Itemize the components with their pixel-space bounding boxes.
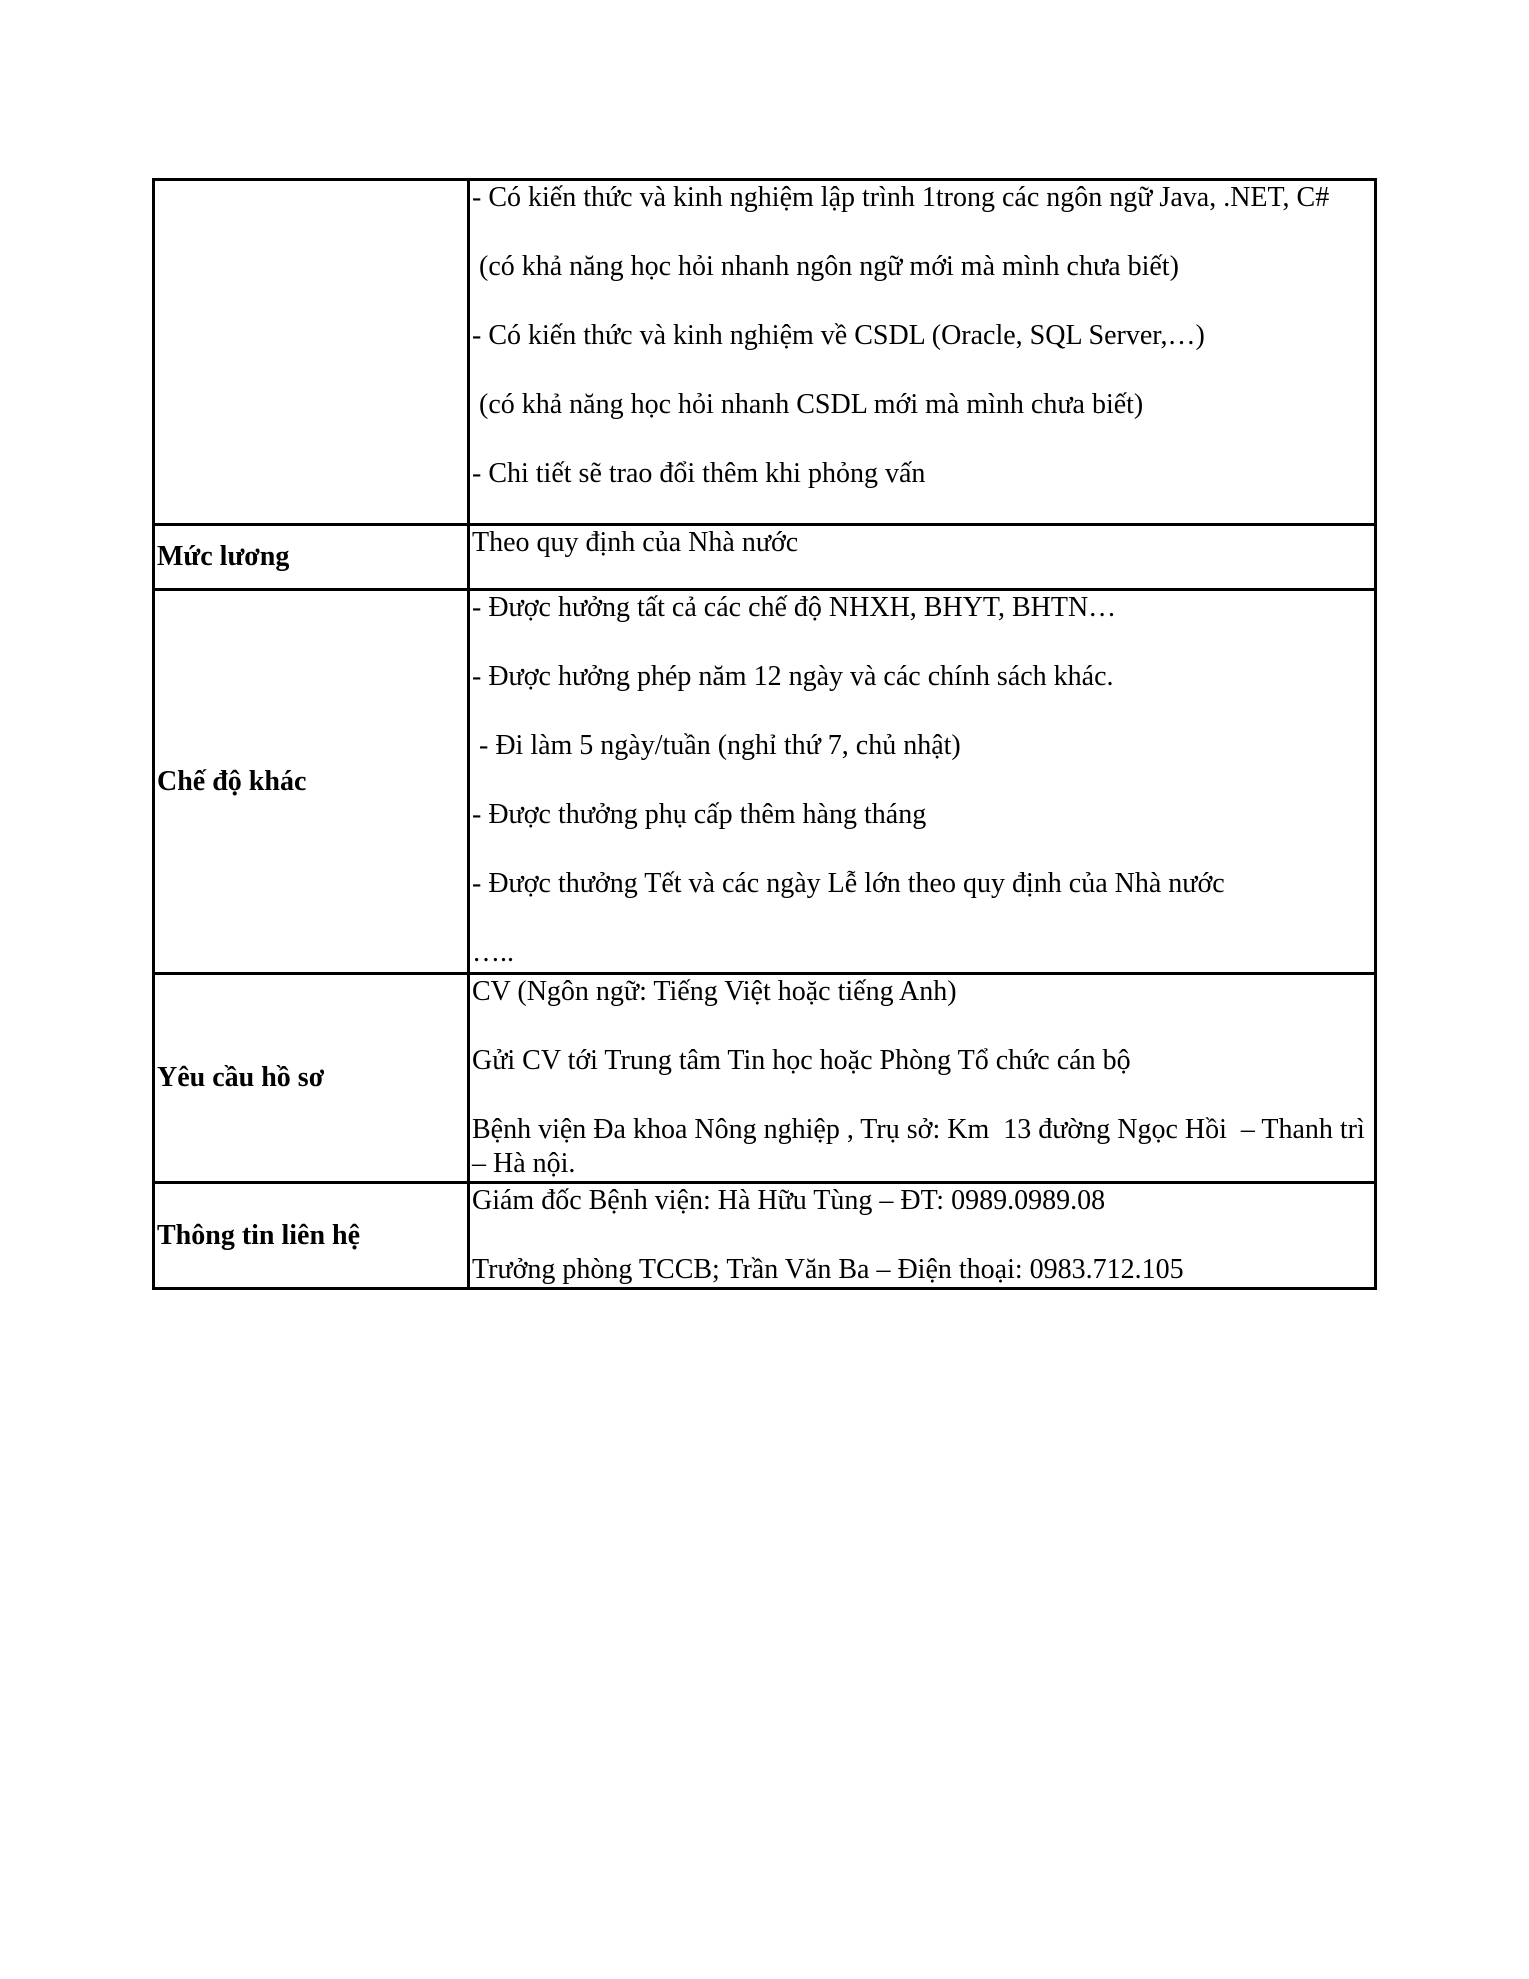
requirement-line: (có khả năng học hỏi nhanh CSDL mới mà mình chưa biết) <box>472 389 1144 420</box>
requirement-line: (có khả năng học hỏi nhanh ngôn ngữ mới mà mình chưa biết) <box>472 251 1179 282</box>
row-value <box>469 1183 1376 1289</box>
row-label: Thông tin liên hệ <box>154 1183 469 1289</box>
row-value <box>469 525 1376 590</box>
application-line: CV (Ngôn ngữ: Tiếng Việt hoặc tiếng Anh) <box>472 976 957 1007</box>
row-label: Mức lương <box>154 525 469 590</box>
table-row-requirements <box>154 180 1376 525</box>
row-value <box>469 590 1376 974</box>
benefit-line: - Đi làm 5 ngày/tuần (nghỉ thứ 7, chủ nhật) <box>472 730 961 761</box>
row-label <box>154 180 469 525</box>
contact-line: Giám đốc Bệnh viện: Hà Hữu Tùng – ĐT: 0989.0989.08 <box>472 1185 1106 1216</box>
benefit-line: - Được hưởng phép năm 12 ngày và các chính sách khác. <box>472 661 1114 692</box>
row-value <box>469 180 1376 525</box>
benefit-line: - Được hưởng tất cả các chế độ NHXH, BHYT, BHTN… <box>472 592 1117 623</box>
requirement-line: - Có kiến thức và kinh nghiệm lập trình 1trong các ngôn ngữ Java, .NET, C# <box>472 182 1330 213</box>
contact-line: Trưởng phòng TCCB; Trần Văn Ba – Điện thoại: 0983.712.105 <box>472 1254 1184 1285</box>
salary-line: Theo quy định của Nhà nước <box>472 527 799 558</box>
table-row-salary <box>154 525 1376 590</box>
table-row-contact <box>154 1183 1376 1289</box>
benefit-line: ….. <box>472 937 514 968</box>
row-value <box>469 974 1376 1183</box>
table-row-benefits <box>154 590 1376 974</box>
application-line: Gửi CV tới Trung tâm Tin học hoặc Phòng Tổ chức cán bộ <box>472 1045 1131 1076</box>
requirement-line: - Có kiến thức và kinh nghiệm về CSDL (Oracle, SQL Server,…) <box>472 320 1205 351</box>
row-label: Chế độ khác <box>154 590 469 974</box>
job-details-table <box>152 178 1377 1290</box>
row-label: Yêu cầu hồ sơ <box>154 974 469 1183</box>
table-row-application <box>154 974 1376 1183</box>
benefit-line: - Được thưởng phụ cấp thêm hàng tháng <box>472 799 927 830</box>
requirement-line: - Chi tiết sẽ trao đổi thêm khi phỏng vấn <box>472 458 926 489</box>
benefit-line: - Được thưởng Tết và các ngày Lễ lớn theo quy định của Nhà nước <box>472 868 1225 899</box>
application-line: Bệnh viện Đa khoa Nông nghiệp , Trụ sở: Km 13 đường Ngọc Hồi – Thanh trì – Hà nội. <box>472 1114 1372 1179</box>
